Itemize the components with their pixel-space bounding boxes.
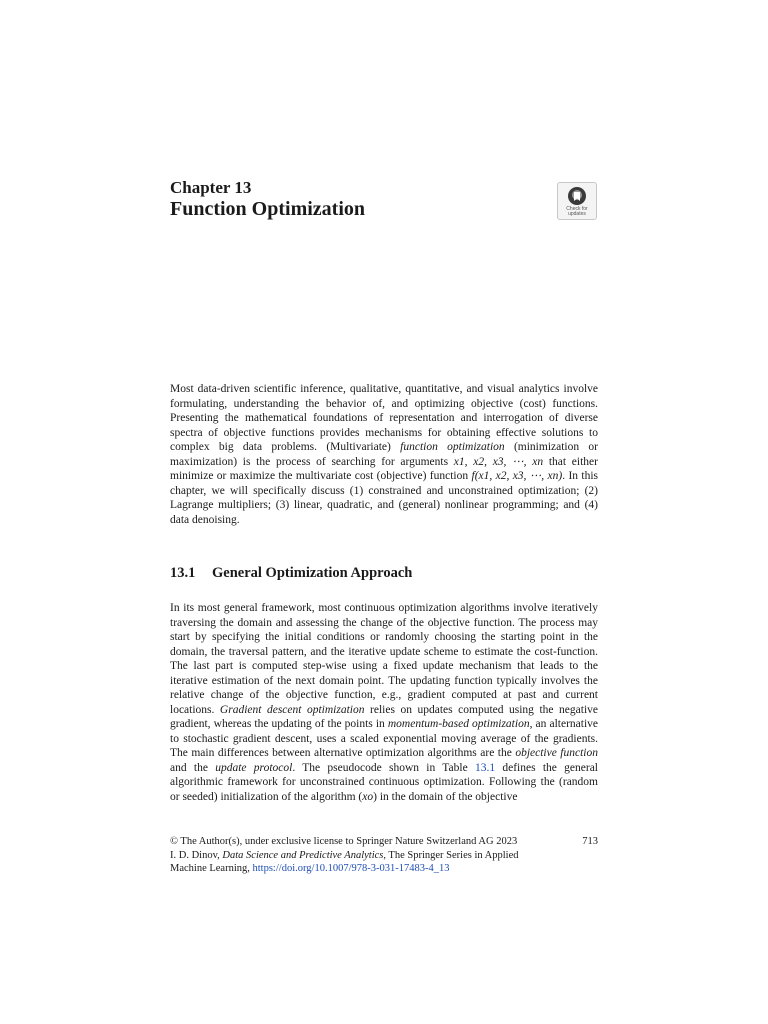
check-for-updates-badge[interactable] [557,182,597,220]
abstract-text: . In this chapter, we will specifically discuss (1) constrained and unconstrained optimization; (2) Lagrange multipliers; (3) linear, quadratic, and (general) nonlinear programming; and (4) data denoising. [170,470,599,526]
page-footer [170,835,598,876]
chapter-title: Function Optimization [170,198,366,220]
abstract-text: that either minimize or maximize the multivariate cost (objective) function [170,455,598,482]
citation-author: I. D. Dinov, [170,849,223,861]
series-text: , The Springer Series in Applied [383,849,519,861]
abstract-text: (minimization or maximization) is the process of searching for arguments [170,441,598,468]
body-emphasis: update protocol [215,761,293,774]
body-emphasis: momentum-based optimization [387,718,530,730]
doi-line [170,862,598,876]
abstract-arguments: x1, x2, x3, ⋯, xn [453,455,544,468]
badge-text-line2: updates [568,211,586,217]
body-emphasis: objective function [515,747,598,759]
badge-text-line1: Check for [566,206,588,212]
abstract-paragraph [170,382,598,527]
initial-point-symbol: xo [362,790,374,803]
section-heading [170,565,412,582]
abstract-text: Most data-driven scientific inference, qualitative, quantitative, and visual analytics involve formulating, understanding the behavior of, and optimizing objective (cost) functions. Presenting the mathematical foundations of representation and interrogation of diverse spectra of objective functions provides mechanisms for obtaining effective solutions to complex big data problems. (Multivariate) [170,383,598,453]
body-text: . The pseudocode shown in Table [292,761,475,774]
body-text: , an alternative to stochastic gradient descent, uses a scaled exponential moving average of the gradients. The main differences between alternative optimization algorithms are the [170,718,598,759]
page-number: 713 [582,836,598,847]
section-title: General Optimization Approach [212,565,413,581]
body-text: defines the general algorithmic framework for unconstrained continuous optimization. Following the (random or seeded) initialization of the algorithm ( [170,761,598,803]
body-text: relies on updates computed using the negative gradient, whereas the updating of the points in [170,703,598,730]
bookmark-update-icon [567,186,587,206]
body-text: and the [170,761,216,774]
abstract-emphasis: function optimization [400,441,505,453]
body-paragraph [170,601,598,804]
body-text: In its most general framework, most continuous optimization algorithms involve iteratively traversing the domain and assessing the change of the objective function. The process may start by specifying the initial conditions or randomly choosing the starting point in the domain, the traversal pattern, and the iterative update scheme to estimate the cost-function. The last part is computed step-wise using a fixed update mechanism that leads to the iterative estimation of the next domain point. The updating function typically involves the relative change of the objective function, e.g., gradient computed at past and current locations. [170,602,598,716]
copyright-line: © The Author(s), under exclusive license to Springer Nature Switzerland AG 2023 [170,836,518,847]
table-reference-link[interactable]: 13.1 [474,761,496,774]
section-number: 13.1 [170,565,196,581]
book-title: Data Science and Predictive Analytics [222,849,384,861]
series-text-cont: Machine Learning, [170,863,253,874]
chapter-label: Chapter 13 [170,178,252,197]
citation-line [170,849,598,863]
doi-link[interactable]: https://doi.org/10.1007/978-3-031-17483-4_13 [252,863,450,874]
body-text: ) in the domain of the objective [373,790,518,803]
body-emphasis: Gradient descent optimization [219,703,365,716]
abstract-function: f(x1, x2, x3, ⋯, xn) [471,470,563,482]
